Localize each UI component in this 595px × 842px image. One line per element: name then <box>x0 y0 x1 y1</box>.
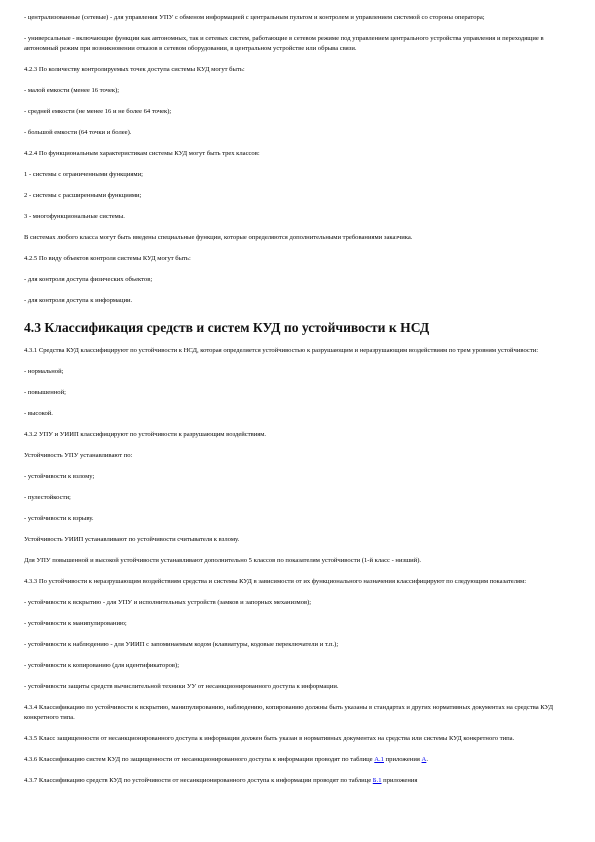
top-paragraphs <box>24 13 571 307</box>
paragraph: - для контроля доступа к информации. <box>24 297 133 305</box>
paragraph: - устойчивости к наблюдению - для УИИП с запоминаемым кодом (клавиатуры, кодовые переключатели и т.п.); <box>24 640 339 648</box>
paragraph: - устойчивости к вскрытию - для УПУ и исполнительных устройств (замков и запорных механизмов); <box>24 598 312 606</box>
paragraph: - повышенной; <box>24 388 66 396</box>
paragraph-text: 4.3.6 Классификацию систем КУД по защищенности от несанкционированного доступа к информации проводят по таблице <box>24 756 375 764</box>
paragraph: - устойчивости к копированию (для идентификаторов); <box>24 661 180 669</box>
paragraph: - устойчивости к взрыву. <box>24 514 94 522</box>
paragraph: - высокой. <box>24 409 53 417</box>
paragraph: 4.3.3 По устойчивости к неразрушающим воздействиям средства и системы КУД в зависимости от их функционального назначения классифицируют по следующим показателям: <box>24 577 527 585</box>
paragraph: 2 - системы с расширенными функциями; <box>24 192 142 200</box>
paragraph: - средней емкости (не менее 16 и не более 64 точек); <box>24 108 172 116</box>
paragraph: - устойчивости к взлому; <box>24 472 95 480</box>
paragraph: - для контроля доступа физических объектов; <box>24 276 153 284</box>
table-b1-link[interactable]: Б.1 <box>372 777 382 785</box>
paragraph: - универсальные - включающие функции как автономных, так и сетевых систем, работающие в сетевом режиме под управлением центрального устройства управления и переходящие в автономный режим при возникновении отказов в сетевом оборудовании, в центральном устройстве или обрыва связи. <box>24 35 544 53</box>
paragraph: - устойчивости к манипулированию; <box>24 619 127 627</box>
paragraph: 4.2.3 По количеству контролируемых точек доступа системы КУД могут быть: <box>24 66 245 74</box>
paragraph: Для УПУ повышенной и высокой устойчивости устанавливают дополнительно 5 классов по показателям устойчивости (1-й класс - низший). <box>24 556 422 564</box>
paragraph-text: . <box>426 756 428 764</box>
paragraph-text: 4.3.7 Классификацию средств КУД по устойчивости от несанкционированного доступа к информации проводят по таблице <box>24 777 373 785</box>
paragraph: 4.3.2 УПУ и УИИП классифицируют по устойчивости к разрушающим воздействиям. <box>24 430 267 438</box>
paragraph-text: приложения <box>383 756 422 764</box>
paragraph: Устойчивость УПУ устанавливают по: <box>24 451 133 459</box>
paragraph: 4.2.4 По функциональным характеристикам системы КУД могут быть трех классов: <box>24 150 260 158</box>
paragraph: - нормальной; <box>24 367 64 375</box>
table-a1-link[interactable]: А.1 <box>374 756 384 764</box>
paragraph: 4.3.4 Классификацию по устойчивости к вскрытию, манипулированию, наблюдению, копированию должны быть указаны в стандартах и других нормативных документах на средства КУД конкретного типа. <box>24 703 554 722</box>
paragraph: - большой емкости (64 точки и более). <box>24 129 132 137</box>
section-heading: 4.3 Классификация средств и систем КУД по устойчивости к НСД <box>24 319 430 335</box>
paragraph: 1 - системы с ограниченными функциями; <box>24 171 143 179</box>
paragraph: - пулестойкости; <box>24 493 71 501</box>
paragraph: 4.2.5 По виду объектов контроля системы КУД могут быть: <box>24 255 191 263</box>
paragraph: В системах любого класса могут быть введены специальные функции, которые определяются дополнительными требованиями заказчика. <box>24 234 413 242</box>
paragraph: 3 - многофункциональные системы. <box>24 213 125 221</box>
paragraph: Устойчивость УИИП устанавливают по устойчивости считывателя к взлому. <box>24 535 240 543</box>
appendix-a-link[interactable]: А <box>421 756 427 764</box>
paragraph: - малой емкости (менее 16 точек); <box>24 87 120 95</box>
paragraph-text: приложения <box>381 777 418 785</box>
paragraph: 4.3.1 Средства КУД классифицируют по устойчивости к НСД, которая определяется устойчивостью к разрушающим и неразрушающим воздействиям по трем уровням устойчивости: <box>24 346 539 354</box>
paragraph: - централизованные (сетевые) - для управления УПУ с обменом информацией с центральным пультом и контролем и управлением системой со стороны оператора; <box>24 14 485 21</box>
paragraph-4-3-6 <box>24 755 571 765</box>
bottom-paragraphs <box>24 346 571 745</box>
paragraph: - устойчивости защиты средств вычислительной техники УУ от несанкционированного доступа к информации. <box>24 682 339 690</box>
paragraph-4-3-7 <box>24 776 571 786</box>
paragraph: 4.3.5 Класс защищенности от несанкционированного доступа к информации должен быть указан в нормативных документах на средства или системы КУД конкретного типа. <box>24 735 515 743</box>
